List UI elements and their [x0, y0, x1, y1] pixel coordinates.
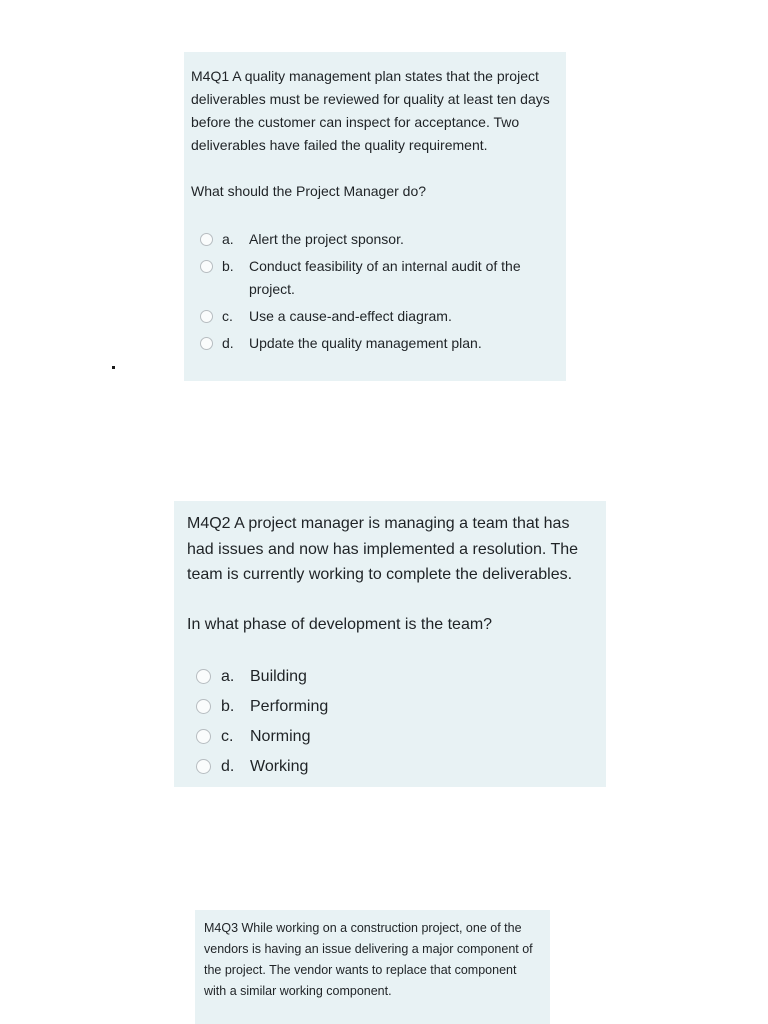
question-card-m4q2	[174, 501, 606, 787]
option-letter: d.	[221, 758, 235, 775]
radio-button-icon[interactable]	[196, 729, 211, 744]
option-b[interactable]	[196, 694, 598, 720]
question-card-m4q1	[184, 52, 566, 381]
option-text: Update the quality management plan.	[249, 335, 482, 351]
option-text: Building	[250, 668, 307, 685]
option-letter: b.	[222, 258, 234, 274]
question-text: M4Q3 While working on a construction project, one of the vendors is having an issue delivering a major component of the project. The vendor wants to replace that component with a similar working component.	[204, 921, 533, 998]
radio-button-icon[interactable]	[200, 233, 213, 246]
option-d[interactable]	[196, 754, 598, 780]
radio-button-icon[interactable]	[196, 699, 211, 714]
question-prompt: What should the Project Manager do?	[191, 183, 427, 199]
question-card-m4q3	[195, 910, 550, 1024]
option-b[interactable]	[200, 255, 556, 301]
radio-button-icon[interactable]	[196, 669, 211, 684]
question-prompt: In what phase of development is the team?	[187, 615, 493, 633]
option-text: Conduct feasibility of an internal audit of the project.	[249, 258, 521, 297]
radio-button-icon[interactable]	[200, 337, 213, 350]
answer-options	[200, 228, 556, 355]
radio-button-icon[interactable]	[200, 260, 213, 273]
radio-button-icon[interactable]	[196, 759, 211, 774]
option-text: Alert the project sponsor.	[249, 231, 404, 247]
option-letter: a.	[221, 668, 235, 685]
radio-button-icon[interactable]	[200, 310, 213, 323]
option-letter: b.	[221, 698, 235, 715]
option-d[interactable]	[200, 332, 556, 355]
option-a[interactable]	[200, 228, 556, 251]
option-letter: c.	[222, 308, 233, 324]
option-letter: a.	[222, 231, 234, 247]
question-text: M4Q2 A project manager is managing a team that has had issues and now has implemented a resolution. The team is currently working to complete the deliverables.	[187, 515, 579, 583]
option-c[interactable]	[200, 305, 556, 328]
option-letter: d.	[222, 335, 234, 351]
option-text: Performing	[250, 698, 329, 715]
stray-dot-mark	[112, 366, 115, 369]
option-text: Use a cause-and-effect diagram.	[249, 308, 452, 324]
option-a[interactable]	[196, 664, 598, 690]
option-text: Norming	[250, 728, 311, 745]
option-letter: c.	[221, 728, 234, 745]
question-text: M4Q1 A quality management plan states that the project deliverables must be reviewed for quality at least ten days before the customer can inspect for acceptance. Two deliverables have failed the quality requirement.	[191, 68, 550, 153]
option-c[interactable]	[196, 724, 598, 750]
option-text: Working	[250, 758, 309, 775]
answer-options	[196, 664, 598, 780]
